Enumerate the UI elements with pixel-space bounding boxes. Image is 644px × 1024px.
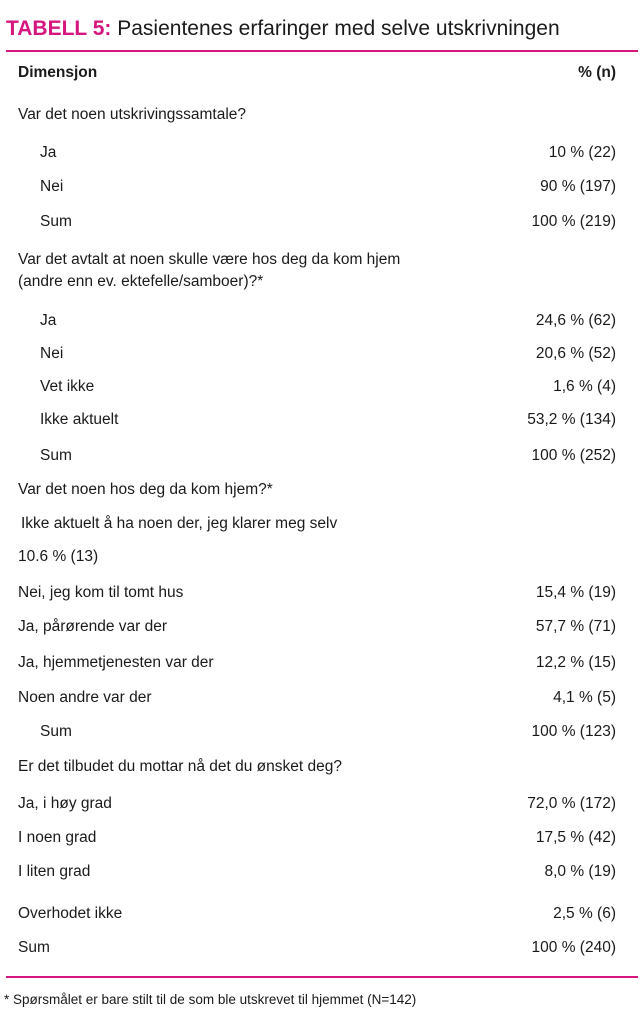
row-label: 10.6 % (13) bbox=[18, 548, 99, 565]
row-value: 4,1 % (5) bbox=[553, 689, 616, 706]
table-row bbox=[18, 827, 616, 849]
table-row bbox=[18, 343, 616, 365]
row-label: Sum bbox=[40, 213, 72, 230]
table-row bbox=[18, 687, 616, 709]
row-label: Ja, i høy grad bbox=[18, 795, 112, 812]
sum-row bbox=[18, 937, 616, 959]
row-label: Ja, pårørende var der bbox=[18, 618, 168, 635]
table-row bbox=[18, 793, 616, 815]
header-value: % (n) bbox=[578, 64, 616, 81]
row-label: Sum bbox=[40, 447, 72, 464]
table-title-text: Pasientenes erfaringer med selve utskrivningen bbox=[117, 17, 560, 40]
table-row bbox=[18, 310, 616, 332]
table-row bbox=[18, 546, 616, 568]
table-row bbox=[18, 903, 616, 925]
row-value: 17,5 % (42) bbox=[535, 829, 616, 846]
row-value: 90 % (197) bbox=[540, 178, 616, 195]
sum-row bbox=[18, 445, 616, 467]
row-value: 10 % (22) bbox=[548, 144, 616, 161]
question-row bbox=[18, 756, 616, 778]
header-dimension: Dimensjon bbox=[18, 64, 98, 81]
row-value: 12,2 % (15) bbox=[535, 654, 616, 671]
table-number-label: TABELL 5: bbox=[6, 17, 112, 40]
table-row bbox=[18, 142, 616, 164]
row-value: 72,0 % (172) bbox=[527, 795, 616, 812]
row-label: Ja bbox=[40, 144, 57, 161]
row-value: 100 % (240) bbox=[531, 939, 616, 956]
row-label: Sum bbox=[40, 723, 72, 740]
bottom-divider bbox=[6, 976, 638, 978]
table-row bbox=[18, 616, 616, 638]
row-value: 24,6 % (62) bbox=[535, 312, 616, 329]
table-title bbox=[6, 14, 560, 44]
row-label: Var det noen utskrivingssamtale? bbox=[18, 106, 247, 123]
row-value: 100 % (123) bbox=[531, 723, 616, 740]
row-label: I liten grad bbox=[18, 863, 91, 880]
question-row bbox=[18, 249, 616, 293]
row-label: Ja bbox=[40, 312, 57, 329]
table-row bbox=[18, 376, 616, 398]
row-value: 8,0 % (19) bbox=[544, 863, 616, 880]
row-label: Sum bbox=[18, 939, 50, 956]
sum-row bbox=[18, 211, 616, 233]
row-label: Vet ikke bbox=[40, 378, 95, 395]
row-label: Var det noen hos deg da kom hjem?* bbox=[18, 481, 273, 498]
row-label: Noen andre var der bbox=[18, 689, 152, 706]
table-row bbox=[18, 861, 616, 883]
table-row bbox=[18, 652, 616, 674]
row-label: Er det tilbudet du mottar nå det du ønsket deg? bbox=[18, 758, 342, 775]
row-label: Nei, jeg kom til tomt hus bbox=[18, 584, 184, 601]
table-row bbox=[18, 176, 616, 198]
row-label: Ja, hjemmetjenesten var der bbox=[18, 654, 214, 671]
row-label: Nei bbox=[40, 178, 64, 195]
sum-row bbox=[18, 721, 616, 743]
row-value: 15,4 % (19) bbox=[535, 584, 616, 601]
question-row bbox=[18, 479, 616, 501]
table-row bbox=[18, 409, 616, 431]
row-value: 100 % (219) bbox=[531, 213, 616, 230]
row-label: Var det avtalt at noen skulle være hos deg da kom hjem (andre enn ev. ektefelle/samboer)?* bbox=[18, 251, 401, 290]
question-row bbox=[18, 104, 616, 126]
table-row bbox=[18, 582, 616, 604]
row-value: 1,6 % (4) bbox=[553, 378, 616, 395]
row-value: 53,2 % (134) bbox=[527, 411, 616, 428]
table-row bbox=[18, 513, 616, 535]
row-value: 100 % (252) bbox=[531, 447, 616, 464]
row-label: Ikke aktuelt bbox=[40, 411, 119, 428]
table-header-row bbox=[18, 62, 616, 84]
row-value: 20,6 % (52) bbox=[535, 345, 616, 362]
row-label: Ikke aktuelt å ha noen der, jeg klarer meg selv bbox=[21, 515, 338, 532]
footnote: * Spørsmålet er bare stilt til de som ble utskrevet til hjemmet (N=142) bbox=[4, 992, 417, 1007]
row-value: 2,5 % (6) bbox=[553, 905, 616, 922]
top-divider bbox=[6, 50, 638, 52]
row-label: Nei bbox=[40, 345, 64, 362]
row-label: I noen grad bbox=[18, 829, 97, 846]
row-label: Overhodet ikke bbox=[18, 905, 123, 922]
row-value: 57,7 % (71) bbox=[535, 618, 616, 635]
